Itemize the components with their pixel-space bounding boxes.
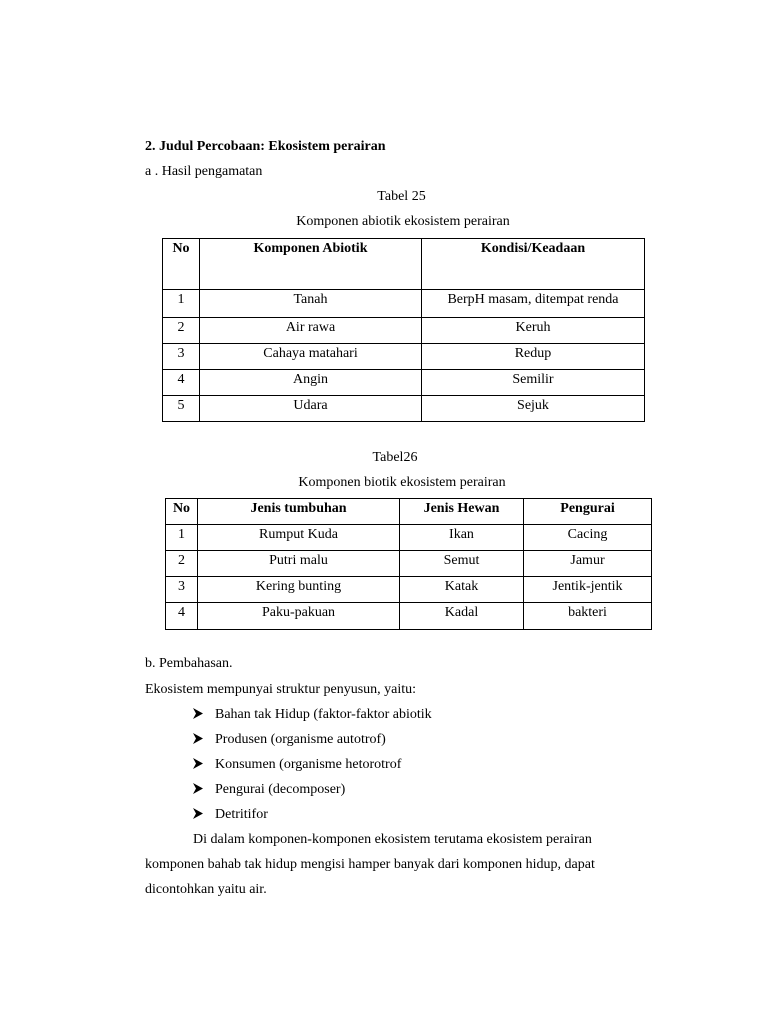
table-row (163, 396, 645, 422)
table2-caption: Komponen biotik ekosistem perairan (298, 475, 506, 490)
header-no: No (166, 499, 198, 525)
table-row (163, 370, 645, 396)
header-decomposer: Pengurai (524, 499, 652, 525)
paragraph-line: dicontohkan yaitu air. (145, 882, 267, 897)
table-header-row (166, 499, 652, 525)
table-row (163, 344, 645, 370)
list-item-text: Produsen (organisme autotrof) (215, 732, 386, 747)
table-row (166, 603, 652, 630)
header-abiotic-component: Komponen Abiotik (200, 239, 422, 290)
list-item-text: Detritifor (215, 807, 268, 822)
cell: Air rawa (200, 318, 422, 344)
table-row (163, 318, 645, 344)
cell: 2 (166, 551, 198, 577)
cell: Rumput Kuda (198, 525, 400, 551)
table-row (166, 551, 652, 577)
cell: 2 (163, 318, 200, 344)
cell: 1 (166, 525, 198, 551)
table-row (166, 525, 652, 551)
paragraph-line: komponen bahab tak hidup mengisi hamper banyak dari komponen hidup, dapat (145, 857, 595, 872)
cell: 4 (166, 603, 198, 630)
cell: 4 (163, 370, 200, 396)
cell: Semilir (422, 370, 645, 396)
cell: Cahaya matahari (200, 344, 422, 370)
biotic-table (165, 498, 652, 630)
table1-caption: Komponen abiotik ekosistem perairan (296, 214, 510, 229)
cell: Putri malu (198, 551, 400, 577)
cell: Cacing (524, 525, 652, 551)
arrowhead-bullet-icon (193, 757, 215, 773)
cell: 3 (166, 577, 198, 603)
header-animal-type: Jenis Hewan (400, 499, 524, 525)
cell: 5 (163, 396, 200, 422)
list-item (193, 807, 268, 823)
cell: BerpH masam, ditempat renda (422, 290, 645, 318)
subsection-a-label: a . Hasil pengamatan (145, 164, 263, 179)
subsection-b-label: b. Pembahasan. (145, 656, 233, 671)
cell: Redup (422, 344, 645, 370)
cell: Tanah (200, 290, 422, 318)
table-header-row (163, 239, 645, 290)
list-item (193, 782, 345, 798)
header-condition: Kondisi/Keadaan (422, 239, 645, 290)
abiotic-table (162, 238, 645, 422)
cell: 1 (163, 290, 200, 318)
cell: Angin (200, 370, 422, 396)
arrowhead-bullet-icon (193, 707, 215, 723)
list-item-text: Konsumen (organisme hetorotrof (215, 757, 402, 772)
header-plant-type: Jenis tumbuhan (198, 499, 400, 525)
cell: Udara (200, 396, 422, 422)
cell: Kadal (400, 603, 524, 630)
arrowhead-bullet-icon (193, 807, 215, 823)
cell: Jamur (524, 551, 652, 577)
intro-text: Ekosistem mempunyai struktur penyusun, yaitu: (145, 682, 417, 697)
list-item-text: Bahan tak Hidup (faktor-faktor abiotik (215, 707, 432, 722)
list-item (193, 707, 432, 723)
table2-number: Tabel26 (372, 450, 418, 465)
list-item (193, 757, 401, 773)
table-row (163, 290, 645, 318)
paragraph-line: Di dalam komponen-komponen ekosistem terutama ekosistem perairan (193, 832, 592, 847)
list-item-text: Pengurai (decomposer) (215, 782, 346, 797)
cell: Kering bunting (198, 577, 400, 603)
cell: Sejuk (422, 396, 645, 422)
header-no: No (163, 239, 200, 290)
cell: Keruh (422, 318, 645, 344)
cell: 3 (163, 344, 200, 370)
cell: Jentik-jentik (524, 577, 652, 603)
cell: Semut (400, 551, 524, 577)
arrowhead-bullet-icon (193, 782, 215, 798)
section-heading: 2. Judul Percobaan: Ekosistem perairan (145, 139, 386, 154)
table1-number: Tabel 25 (377, 189, 426, 204)
list-item (193, 732, 386, 748)
cell: bakteri (524, 603, 652, 630)
cell: Paku-pakuan (198, 603, 400, 630)
table-row (166, 577, 652, 603)
arrowhead-bullet-icon (193, 732, 215, 748)
cell: Katak (400, 577, 524, 603)
cell: Ikan (400, 525, 524, 551)
